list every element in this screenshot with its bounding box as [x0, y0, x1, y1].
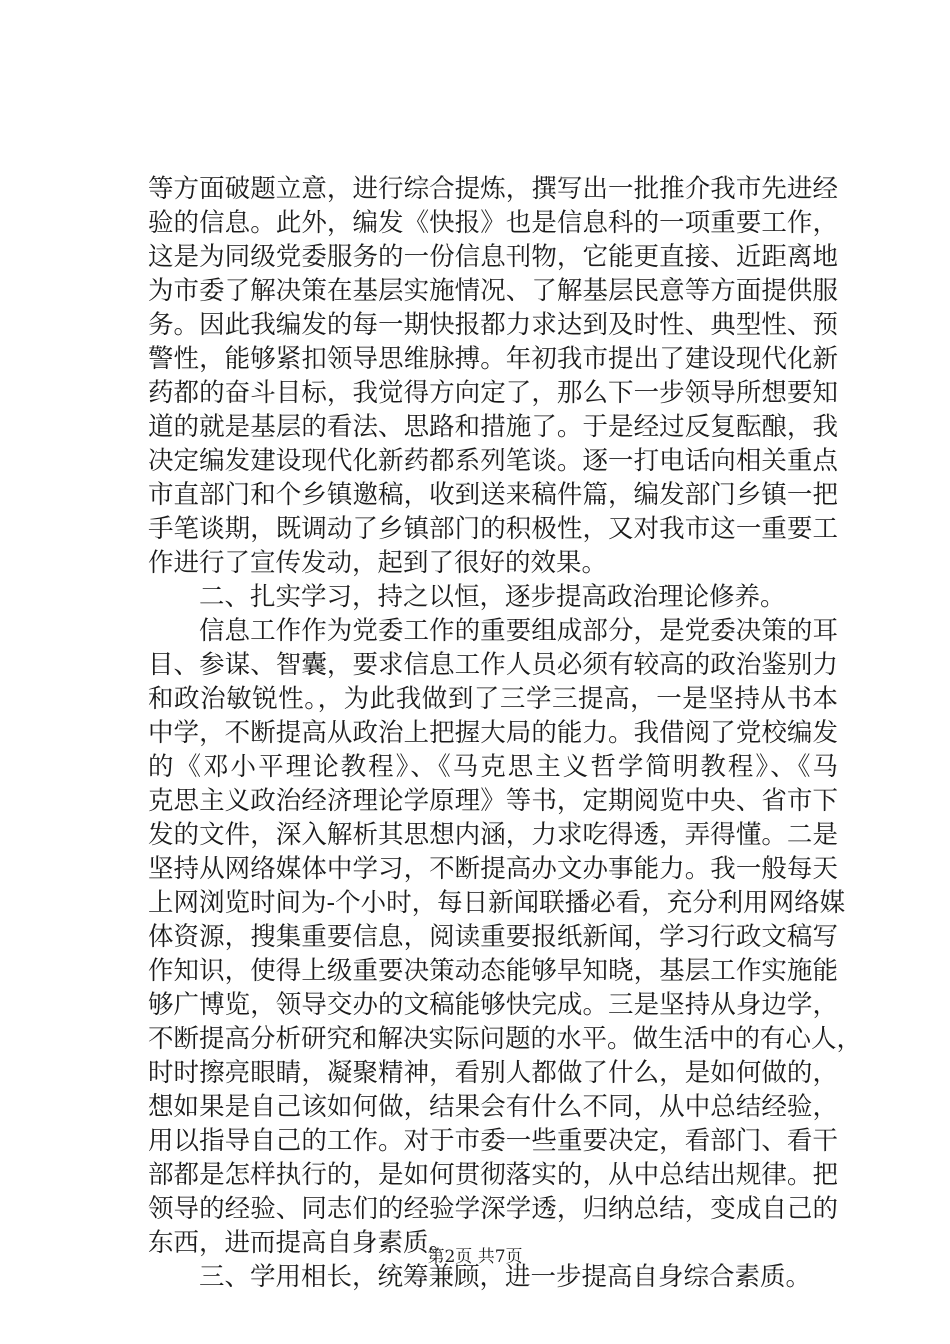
text-line: 时时擦亮眼睛，凝聚精神，看别人都做了什么，是如何做的，: [148, 1058, 838, 1088]
text-line: 等方面破题立意，进行综合提炼，撰写出一批推介我市先进经: [148, 174, 838, 204]
page-number-footer: 第2页 共7页: [427, 1247, 523, 1267]
text-line: 克思主义政治经济理论学原理》等书，定期阅览中央、省市下: [148, 786, 838, 816]
text-line: 药都的奋斗目标，我觉得方向定了，那么下一步领导所想要知: [148, 378, 838, 408]
text-line: 目、参谋、智囊，要求信息工作人员必须有较高的政治鉴别力: [148, 650, 838, 680]
text-line: 的《邓小平理论教程》、《马克思主义哲学简明教程》、《马: [148, 752, 838, 782]
section-heading: 二、扎实学习，持之以恒，逐步提高政治理论修养。: [199, 582, 786, 612]
text-line: 坚持从网络媒体中学习，不断提高办文办事能力。我一般每天: [148, 854, 838, 884]
section-heading: 三、学用相长，统筹兼顾，进一步提高自身综合素质。: [199, 1262, 812, 1292]
text-line: 信息工作作为党委工作的重要组成部分，是党委决策的耳: [199, 616, 838, 646]
text-line: 够广博览，领导交办的文稿能够快完成。三是坚持从身边学，: [148, 990, 838, 1020]
text-line: 决定编发建设现代化新药都系列笔谈。逐一打电话向相关重点: [148, 446, 838, 476]
text-line: 上网浏览时间为-个小时，每日新闻联播必看，充分利用网络媒: [148, 888, 846, 918]
text-line: 手笔谈期，既调动了乡镇部门的积极性，又对我市这一重要工: [148, 514, 838, 544]
text-line: 中学，不断提高从政治上把握大局的能力。我借阅了党校编发: [148, 718, 838, 748]
text-line: 不断提高分析研究和解决实际问题的水平。做生活中的有心人，: [148, 1024, 863, 1054]
text-line: 领导的经验、同志们的经验学深学透，归纳总结，变成自己的: [148, 1194, 838, 1224]
text-line: 想如果是自己该如何做，结果会有什么不同，从中总结经验，: [148, 1092, 838, 1122]
text-line: 发的文件，深入解析其思想内涵，力求吃得透，弄得懂。二是: [148, 820, 838, 850]
body-text: [148, 172, 863, 1294]
text-line: 部都是怎样执行的，是如何贯彻落实的，从中总结出规律。把: [148, 1160, 838, 1190]
text-line: 东西，进而提高自身素质。: [148, 1228, 455, 1258]
text-line: 体资源，搜集重要信息，阅读重要报纸新闻，学习行政文稿写: [148, 922, 838, 952]
text-line: 和政治敏锐性。，为此我做到了三学三提高，一是坚持从书本: [148, 684, 838, 714]
text-line: 这是为同级党委服务的一份信息刊物，它能更直接、近距离地: [148, 242, 838, 272]
text-line: 验的信息。此外，编发《快报》也是信息科的一项重要工作，: [148, 208, 838, 238]
text-line: 为市委了解决策在基层实施情况、了解基层民意等方面提供服: [148, 276, 838, 306]
text-line: 务。因此我编发的每一期快报都力求达到及时性、典型性、预: [148, 310, 838, 340]
text-line: 用以指导自己的工作。对于市委一些重要决定，看部门、看干: [148, 1126, 838, 1156]
text-line: 作知识，使得上级重要决策动态能够早知晓，基层工作实施能: [148, 956, 838, 986]
text-line: 警性，能够紧扣领导思维脉搏。年初我市提出了建设现代化新: [148, 344, 838, 374]
text-line: 道的就是基层的看法、思路和措施了。于是经过反复酝酿，我: [148, 412, 838, 442]
text-line: 作进行了宣传发动，起到了很好的效果。: [148, 548, 608, 578]
text-line: 市直部门和个乡镇邀稿，收到送来稿件篇，编发部门乡镇一把: [148, 480, 838, 510]
